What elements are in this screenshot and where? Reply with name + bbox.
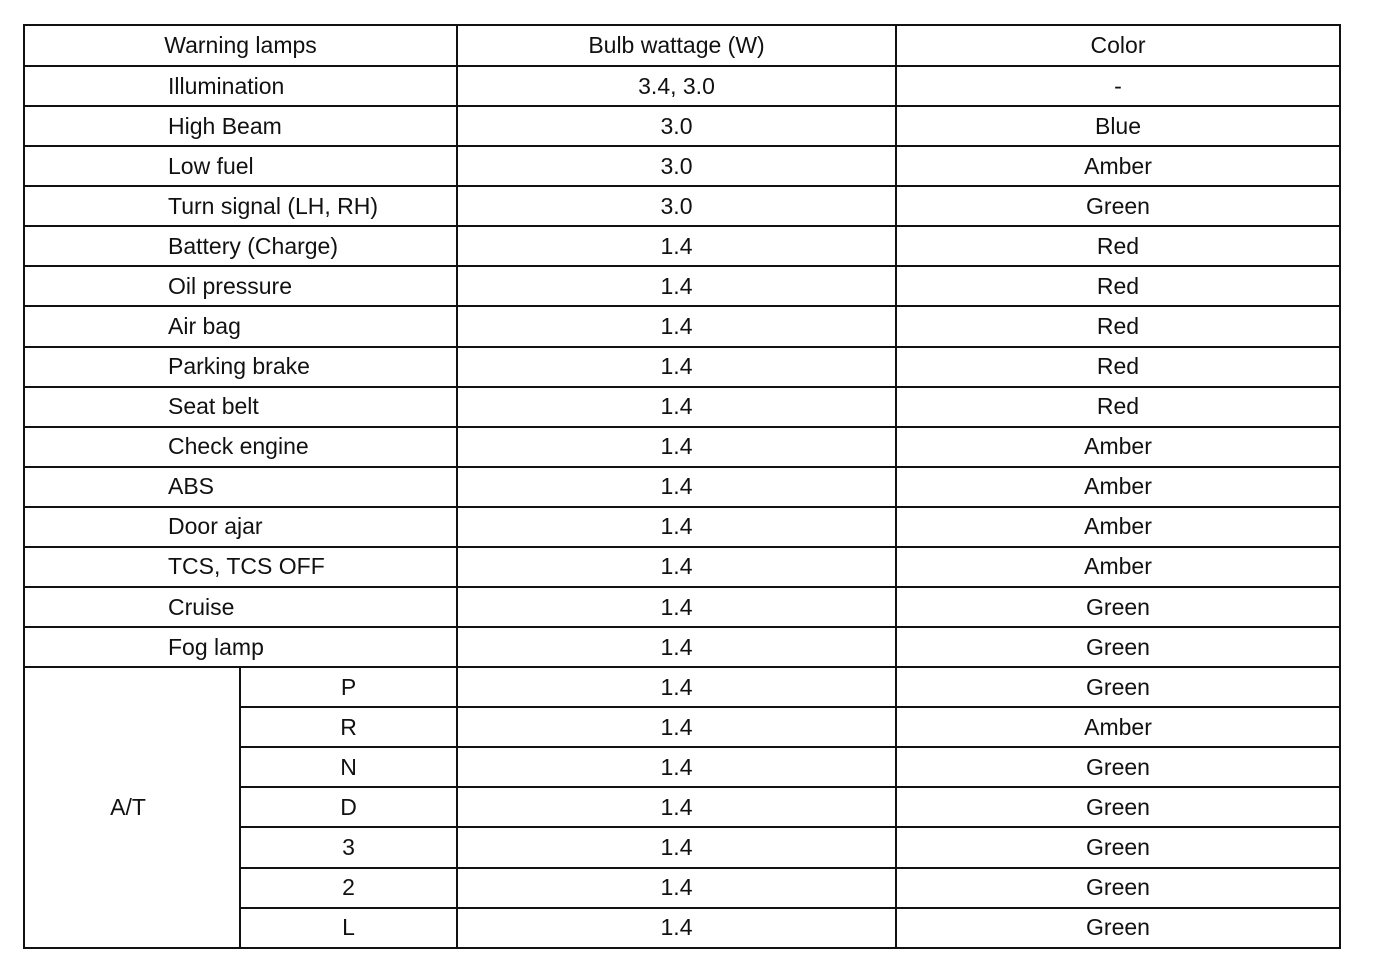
color-cell: Green [896,827,1340,867]
lamp-name-cell: Parking brake [24,347,457,387]
lamp-name-cell: Seat belt [24,387,457,427]
table-row [24,507,1340,547]
color-cell: Red [896,347,1340,387]
wattage-cell: 1.4 [457,547,896,587]
color-cell: Green [896,186,1340,226]
wattage-cell: 1.4 [457,667,896,707]
lamp-name-cell: Door ajar [24,507,457,547]
color-cell: Amber [896,427,1340,467]
lamp-name-cell: Illumination [24,66,457,106]
header-color: Color [896,25,1340,66]
color-cell: Amber [896,507,1340,547]
at-group-cell [24,667,240,948]
table-row [24,306,1340,346]
at-group-label: A/T [110,794,146,821]
wattage-cell: 1.4 [457,787,896,827]
color-cell: Amber [896,547,1340,587]
wattage-cell: 3.0 [457,186,896,226]
wattage-cell: 1.4 [457,266,896,306]
gear-cell: 3 [240,827,457,867]
header-warning-lamps: Warning lamps [24,25,457,66]
wattage-cell: 3.4, 3.0 [457,66,896,106]
gear-cell: P [240,667,457,707]
lamp-name-cell: Cruise [24,587,457,627]
lamp-name-cell: TCS, TCS OFF [24,547,457,587]
gear-cell: 2 [240,868,457,908]
wattage-cell: 1.4 [457,587,896,627]
color-cell: Amber [896,146,1340,186]
table-row [24,186,1340,226]
wattage-cell: 1.4 [457,467,896,507]
wattage-cell: 1.4 [457,347,896,387]
gear-cell: D [240,787,457,827]
color-cell: Green [896,787,1340,827]
wattage-cell: 1.4 [457,747,896,787]
lamp-name-cell: Check engine [24,427,457,467]
lamp-name-cell: Oil pressure [24,266,457,306]
color-cell: Green [896,747,1340,787]
wattage-cell: 3.0 [457,146,896,186]
color-cell: Amber [896,707,1340,747]
table-row [24,587,1340,627]
table-row [24,266,1340,306]
color-cell: - [896,66,1340,106]
wattage-cell: 1.4 [457,387,896,427]
color-cell: Green [896,908,1340,948]
table-row [24,427,1340,467]
table-row [24,226,1340,266]
color-cell: Red [896,306,1340,346]
table-row [24,667,1340,707]
color-cell: Green [896,587,1340,627]
wattage-cell: 1.4 [457,306,896,346]
gear-cell: N [240,747,457,787]
wattage-cell: 3.0 [457,106,896,146]
table-row [24,347,1340,387]
table-row [24,66,1340,106]
color-cell: Green [896,627,1340,667]
wattage-cell: 1.4 [457,827,896,867]
wattage-cell: 1.4 [457,507,896,547]
color-cell: Green [896,667,1340,707]
lamp-name-cell: Turn signal (LH, RH) [24,186,457,226]
lamp-name-cell: Fog lamp [24,627,457,667]
lamp-name-cell: Air bag [24,306,457,346]
gear-cell: L [240,908,457,948]
gear-cell: R [240,707,457,747]
header-row [24,25,1340,66]
warning-lamp-table [23,24,1341,949]
wattage-cell: 1.4 [457,627,896,667]
lamp-name-cell: High Beam [24,106,457,146]
color-cell: Blue [896,106,1340,146]
lamp-name-cell: Battery (Charge) [24,226,457,266]
table-row [24,467,1340,507]
wattage-cell: 1.4 [457,707,896,747]
color-cell: Green [896,868,1340,908]
color-cell: Red [896,226,1340,266]
table-row [24,387,1340,427]
wattage-cell: 1.4 [457,908,896,948]
color-cell: Red [896,387,1340,427]
table-row [24,627,1340,667]
color-cell: Amber [896,467,1340,507]
header-bulb-wattage: Bulb wattage (W) [457,25,896,66]
table-row [24,106,1340,146]
lamp-name-cell: ABS [24,467,457,507]
color-cell: Red [896,266,1340,306]
table-body [24,66,1340,948]
wattage-cell: 1.4 [457,868,896,908]
table-row [24,146,1340,186]
table-row [24,547,1340,587]
wattage-cell: 1.4 [457,427,896,467]
wattage-cell: 1.4 [457,226,896,266]
lamp-name-cell: Low fuel [24,146,457,186]
